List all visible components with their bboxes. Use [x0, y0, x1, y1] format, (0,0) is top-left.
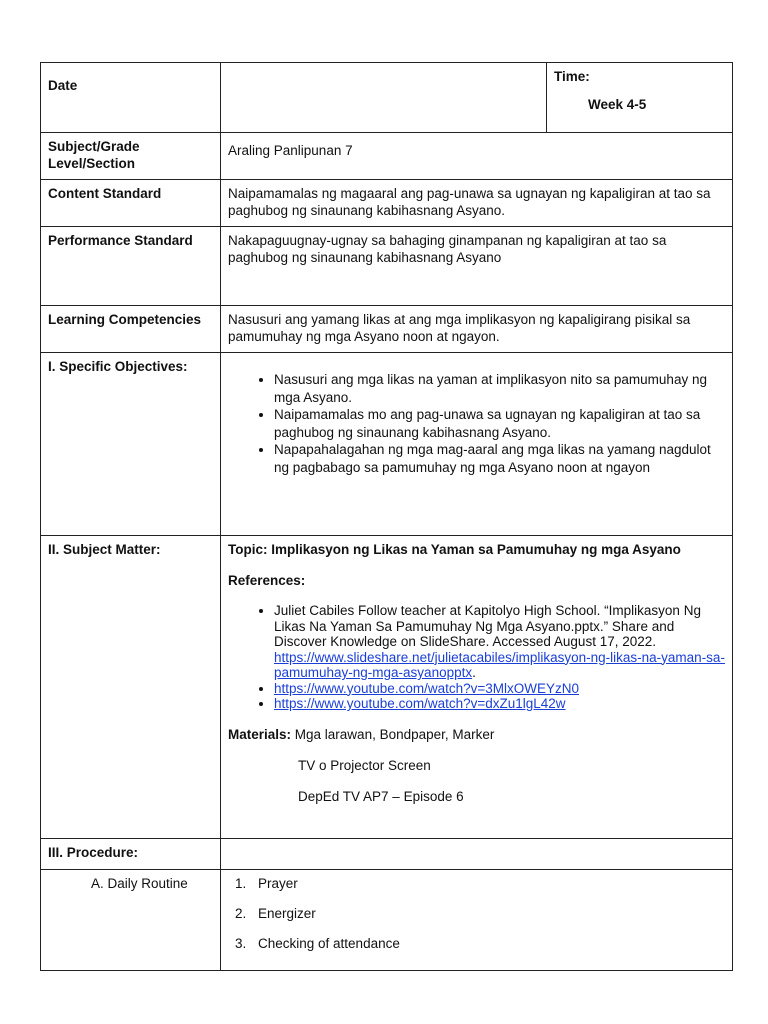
- youtube-link-2[interactable]: https://www.youtube.com/watch?v=dxZu1lgL42w: [274, 696, 566, 711]
- content-standard-label: Content Standard: [41, 180, 221, 227]
- subject-matter-row: [41, 536, 733, 839]
- material-projector: TV o Projector Screen: [298, 757, 431, 773]
- time-cell: [547, 63, 733, 133]
- procedure-value-cell: [221, 839, 733, 870]
- performance-standard-label: Performance Standard: [41, 227, 221, 306]
- date-label: Date: [41, 63, 221, 133]
- references-list: [228, 603, 725, 712]
- date-value-cell: [221, 63, 547, 133]
- date-row: [41, 63, 733, 133]
- youtube-link-1[interactable]: https://www.youtube.com/watch?v=3MlxOWEYzN0: [274, 680, 579, 696]
- subject-value: Araling Panlipunan 7: [221, 133, 733, 180]
- reference-citation: Juliet Cabiles Follow teacher at Kapitolyo High School. “Implikasyon Ng Likas Na Yaman Sa Pamumuhay Ng Mga Asyano.pptx.” Share and Discover Knowledge on SlideShare. Accessed August 17, 2022.: [274, 603, 701, 649]
- material-deped-tv: DepEd TV AP7 – Episode 6: [298, 788, 464, 804]
- procedure-label: III. Procedure:: [41, 839, 221, 870]
- subject-label: Subject/Grade Level/Section: [41, 133, 221, 180]
- objectives-list: [228, 371, 725, 476]
- slideshare-link[interactable]: https://www.slideshare.net/julietacabiles/implikasyon-ng-likas-na-yaman-sa-pamumuhay-ng-mga-asyanopptx: [274, 649, 725, 680]
- routine-step: 3. Checking of attendance: [250, 935, 725, 953]
- procedure-row: [41, 839, 733, 870]
- learning-competencies-value: Nasusuri ang yamang likas at ang mga implikasyon ng kapaligirang pisikal sa pamumuhay ng mga Asyano noon at ngayon.: [221, 306, 733, 353]
- objective-item: • Napapahalagahan ng mga mag-aaral ang mga likas na yamang nagdulot ng pagbabago sa pamumuhay ng mga Asyano noon at ngayon: [274, 441, 725, 476]
- learning-competencies-label: Learning Competencies: [41, 306, 221, 353]
- daily-routine-cell: [221, 870, 733, 971]
- routine-step: 1. Prayer: [250, 875, 725, 893]
- content-standard-row: [41, 180, 733, 227]
- learning-competencies-row: [41, 306, 733, 353]
- materials-value: Mga larawan, Bondpaper, Marker: [291, 726, 495, 742]
- objectives-label: I. Specific Objectives:: [41, 353, 221, 536]
- daily-routine-label: A. Daily Routine: [41, 870, 221, 971]
- reference-item: [274, 603, 725, 681]
- routine-step: 2. Energizer: [250, 905, 725, 923]
- objective-item: • Naipamamalas mo ang pag-unawa sa ugnayan ng kapaligiran at tao sa paghubog ng sinaunang kabihasnang Asyano.: [274, 406, 725, 441]
- subject-matter-label: II. Subject Matter:: [41, 536, 221, 839]
- materials-line: [228, 726, 725, 743]
- reference-period: .: [472, 665, 476, 680]
- objectives-row: [41, 353, 733, 536]
- lesson-plan-table: [40, 62, 733, 971]
- topic-heading: Topic: Implikasyon ng Likas na Yaman sa Pamumuhay ng mga Asyano: [228, 542, 681, 557]
- objectives-cell: [221, 353, 733, 536]
- reference-item: [274, 696, 725, 712]
- performance-standard-row: [41, 227, 733, 306]
- performance-standard-value: Nakapaguugnay-ugnay sa bahaging ginampanan ng kapaligiran at tao sa paghubog ng sinaunang kabihasnang Asyano: [221, 227, 733, 306]
- references-heading: References:: [228, 573, 306, 588]
- week-value: Week 4-5: [588, 97, 647, 112]
- routine-steps: [228, 875, 725, 953]
- content-standard-value: Naipamamalas ng magaaral ang pag-unawa sa ugnayan ng kapaligiran at tao sa paghubog ng sinaunang kabihasnang Asyano.: [221, 180, 733, 227]
- subject-row: [41, 133, 733, 180]
- objective-item: • Nasusuri ang mga likas na yaman at implikasyon nito sa pamumuhay ng mga Asyano.: [274, 371, 725, 406]
- time-label: Time:: [554, 69, 590, 84]
- daily-routine-row: [41, 870, 733, 971]
- subject-matter-cell: [221, 536, 733, 839]
- reference-item: [274, 681, 725, 697]
- materials-label: Materials:: [228, 726, 292, 742]
